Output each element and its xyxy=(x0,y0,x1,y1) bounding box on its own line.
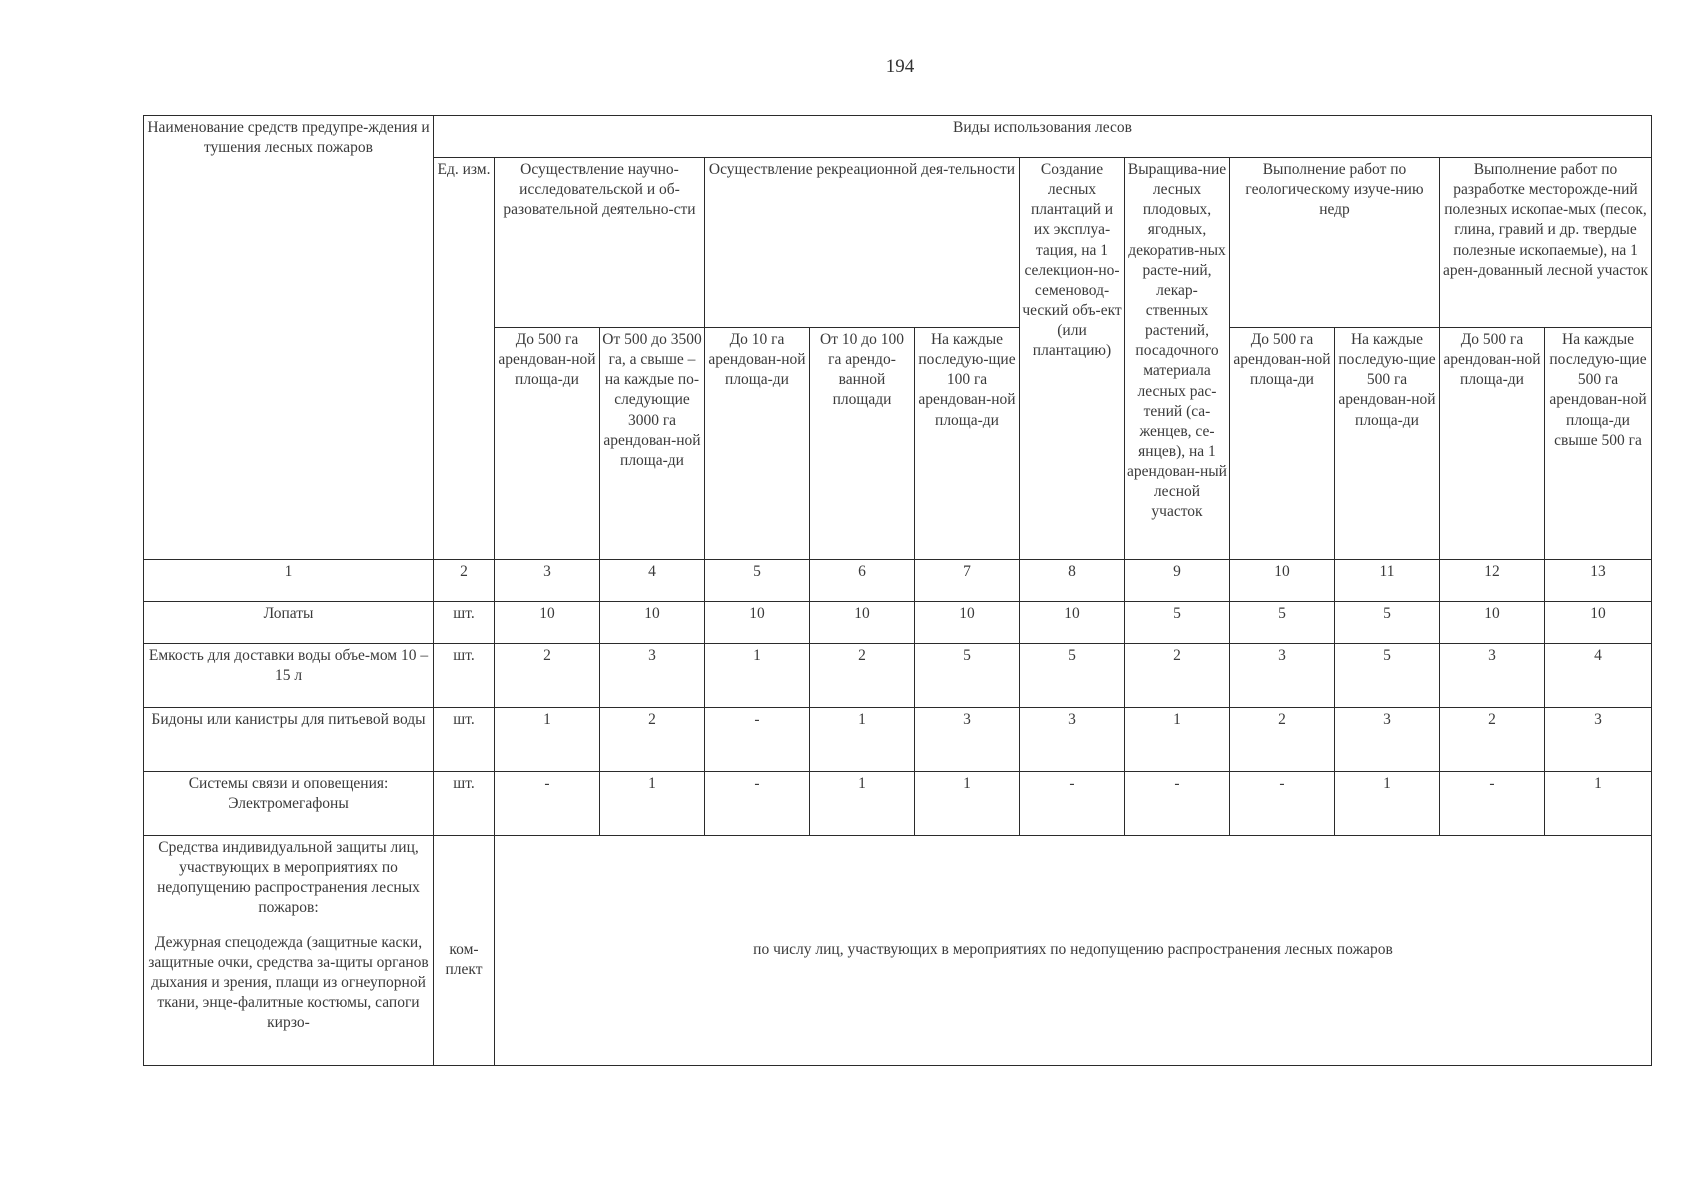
subcol-mining-up-to-500: До 500 га арендован-ной площа-ди xyxy=(1440,328,1545,560)
row-value: 2 xyxy=(600,708,705,772)
row-value: 2 xyxy=(1440,708,1545,772)
row-value: 3 xyxy=(915,708,1020,772)
subcol-recreation-up-to-10: До 10 га арендован-ной площа-ди xyxy=(705,328,810,560)
table-row xyxy=(144,602,1652,644)
row-value: - xyxy=(1230,772,1335,836)
row-value: - xyxy=(705,772,810,836)
row-value: 2 xyxy=(1230,708,1335,772)
row-value: 2 xyxy=(810,644,915,708)
col-number: 8 xyxy=(1020,560,1125,602)
row-value: 10 xyxy=(1545,602,1652,644)
row-name: Системы связи и оповещения: Электромегафоны xyxy=(144,772,434,836)
row-value: 5 xyxy=(915,644,1020,708)
row-unit: шт. xyxy=(434,708,495,772)
header-group-recreation: Осуществление рекреационной дея-тельности xyxy=(705,158,1020,328)
header-group-research: Осуществление научно-исследовательской и об-разовательной деятельно-сти xyxy=(495,158,705,328)
row-name: Емкость для доставки воды объе-мом 10 – 15 л xyxy=(144,644,434,708)
header-unit-column: Ед. изм. xyxy=(434,158,495,560)
row-value: 1 xyxy=(810,772,915,836)
col-number: 12 xyxy=(1440,560,1545,602)
row-value: 1 xyxy=(915,772,1020,836)
subcol-mining-each-500: На каждые последую-щие 500 га арендован-ной площа-ди свыше 500 га xyxy=(1545,328,1652,560)
col-number: 11 xyxy=(1335,560,1440,602)
col-number: 13 xyxy=(1545,560,1652,602)
row-name: Лопаты xyxy=(144,602,434,644)
row-value: 3 xyxy=(600,644,705,708)
row-value: 4 xyxy=(1545,644,1652,708)
row-value: 3 xyxy=(1440,644,1545,708)
row-value: 3 xyxy=(1020,708,1125,772)
row-value: 5 xyxy=(1335,644,1440,708)
row-name: Бидоны или канистры для питьевой воды xyxy=(144,708,434,772)
col-number: 7 xyxy=(915,560,1020,602)
row-value: 10 xyxy=(1440,602,1545,644)
row-value: 10 xyxy=(915,602,1020,644)
row-value: 5 xyxy=(1335,602,1440,644)
row-unit xyxy=(434,836,495,1066)
col-number: 10 xyxy=(1230,560,1335,602)
row-name-part1: Средства индивидуальной защиты лиц, участвующих в мероприятиях по недопущению распространения лесных пожаров: xyxy=(157,839,420,917)
table-row xyxy=(144,644,1652,708)
subcol-recreation-each-100: На каждые последую-щие 100 га арендован-ной площа-ди xyxy=(915,328,1020,560)
row-value: 1 xyxy=(600,772,705,836)
merged-value-cell xyxy=(495,836,1652,1066)
subcol-recreation-10-100: От 10 до 100 га арендо-ванной площади xyxy=(810,328,915,560)
header-group-plantations: Создание лесных плантаций и их эксплуа-тация, на 1 селекцион-но-семеновод-ческий объ-ект (или плантацию) xyxy=(1020,158,1125,560)
row-value: 1 xyxy=(495,708,600,772)
row-value: 3 xyxy=(1335,708,1440,772)
row-value: 1 xyxy=(1545,772,1652,836)
subcol-research-up-to-500: До 500 га арендован-ной площа-ди xyxy=(495,328,600,560)
table-row xyxy=(144,836,1652,1066)
merged-value-text: по числу лиц, участвующих в мероприятиях по недопущению распространения лесных пожаров xyxy=(753,941,1393,958)
header-group-geology: Выполнение работ по геологическому изуче-нию недр xyxy=(1230,158,1440,328)
row-value: 1 xyxy=(810,708,915,772)
subcol-geology-each-500: На каждые последую-щие 500 га арендован-ной площа-ди xyxy=(1335,328,1440,560)
row-value: 5 xyxy=(1230,602,1335,644)
row-unit: шт. xyxy=(434,644,495,708)
row-value: 2 xyxy=(495,644,600,708)
forest-fire-equipment-table xyxy=(143,115,1652,1066)
row-value: 10 xyxy=(1020,602,1125,644)
header-name-column xyxy=(144,116,434,560)
table-row xyxy=(144,772,1652,836)
col-number: 9 xyxy=(1125,560,1230,602)
row-value: 1 xyxy=(1125,708,1230,772)
col-number: 2 xyxy=(434,560,495,602)
page-number: 194 xyxy=(885,56,915,77)
row-value: 10 xyxy=(495,602,600,644)
row-unit: шт. xyxy=(434,772,495,836)
row-name xyxy=(144,836,434,1066)
col-number: 6 xyxy=(810,560,915,602)
header-group-cultivation: Выращива-ние лесных плодовых, ягодных, декоратив-ных расте-ний, лекар-ственных растений, посадочного материала лесных рас-тений (са-женцев, се-янцев), на 1 арендован-ный лесной участок xyxy=(1125,158,1230,560)
row-value: 10 xyxy=(705,602,810,644)
row-value: 1 xyxy=(705,644,810,708)
row-unit: шт. xyxy=(434,602,495,644)
row-value: 10 xyxy=(600,602,705,644)
numbering-row xyxy=(144,560,1652,602)
col-number: 3 xyxy=(495,560,600,602)
header-group-title: Виды использования лесов xyxy=(434,116,1652,158)
col-number: 5 xyxy=(705,560,810,602)
row-value: - xyxy=(1020,772,1125,836)
header-name-text: Наименование средств предупре-ждения и тушения лесных пожаров xyxy=(147,119,430,157)
header-group-mining: Выполнение работ по разработке месторожде-ний полезных ископае-мых (песок, глина, гравий и др. твердые полезные ископаемые), на 1 арен-дованный лесной участок xyxy=(1440,158,1652,328)
col-number: 1 xyxy=(144,560,434,602)
subcol-geology-up-to-500: До 500 га арендован-ной площа-ди xyxy=(1230,328,1335,560)
subcol-research-500-3500: От 500 до 3500 га, а свыше – на каждые по-следующие 3000 га арендован-ной площа-ди xyxy=(600,328,705,560)
row-value: - xyxy=(1440,772,1545,836)
row-value: - xyxy=(495,772,600,836)
row-value: 5 xyxy=(1020,644,1125,708)
row-value: - xyxy=(1125,772,1230,836)
row-value: - xyxy=(705,708,810,772)
row-unit-text: ком-плект xyxy=(445,941,483,979)
row-value: 1 xyxy=(1335,772,1440,836)
row-value: 3 xyxy=(1230,644,1335,708)
row-value: 5 xyxy=(1125,602,1230,644)
row-value: 3 xyxy=(1545,708,1652,772)
row-name-part2: Дежурная спецодежда (защитные каски, защитные очки, средства за-щиты органов дыхания и зрения, плащи из огнеупорной ткани, энце-фалитные костюмы, сапоги кирзо- xyxy=(148,933,429,1032)
col-number: 4 xyxy=(600,560,705,602)
row-value: 2 xyxy=(1125,644,1230,708)
row-value: 10 xyxy=(810,602,915,644)
table-row xyxy=(144,708,1652,772)
